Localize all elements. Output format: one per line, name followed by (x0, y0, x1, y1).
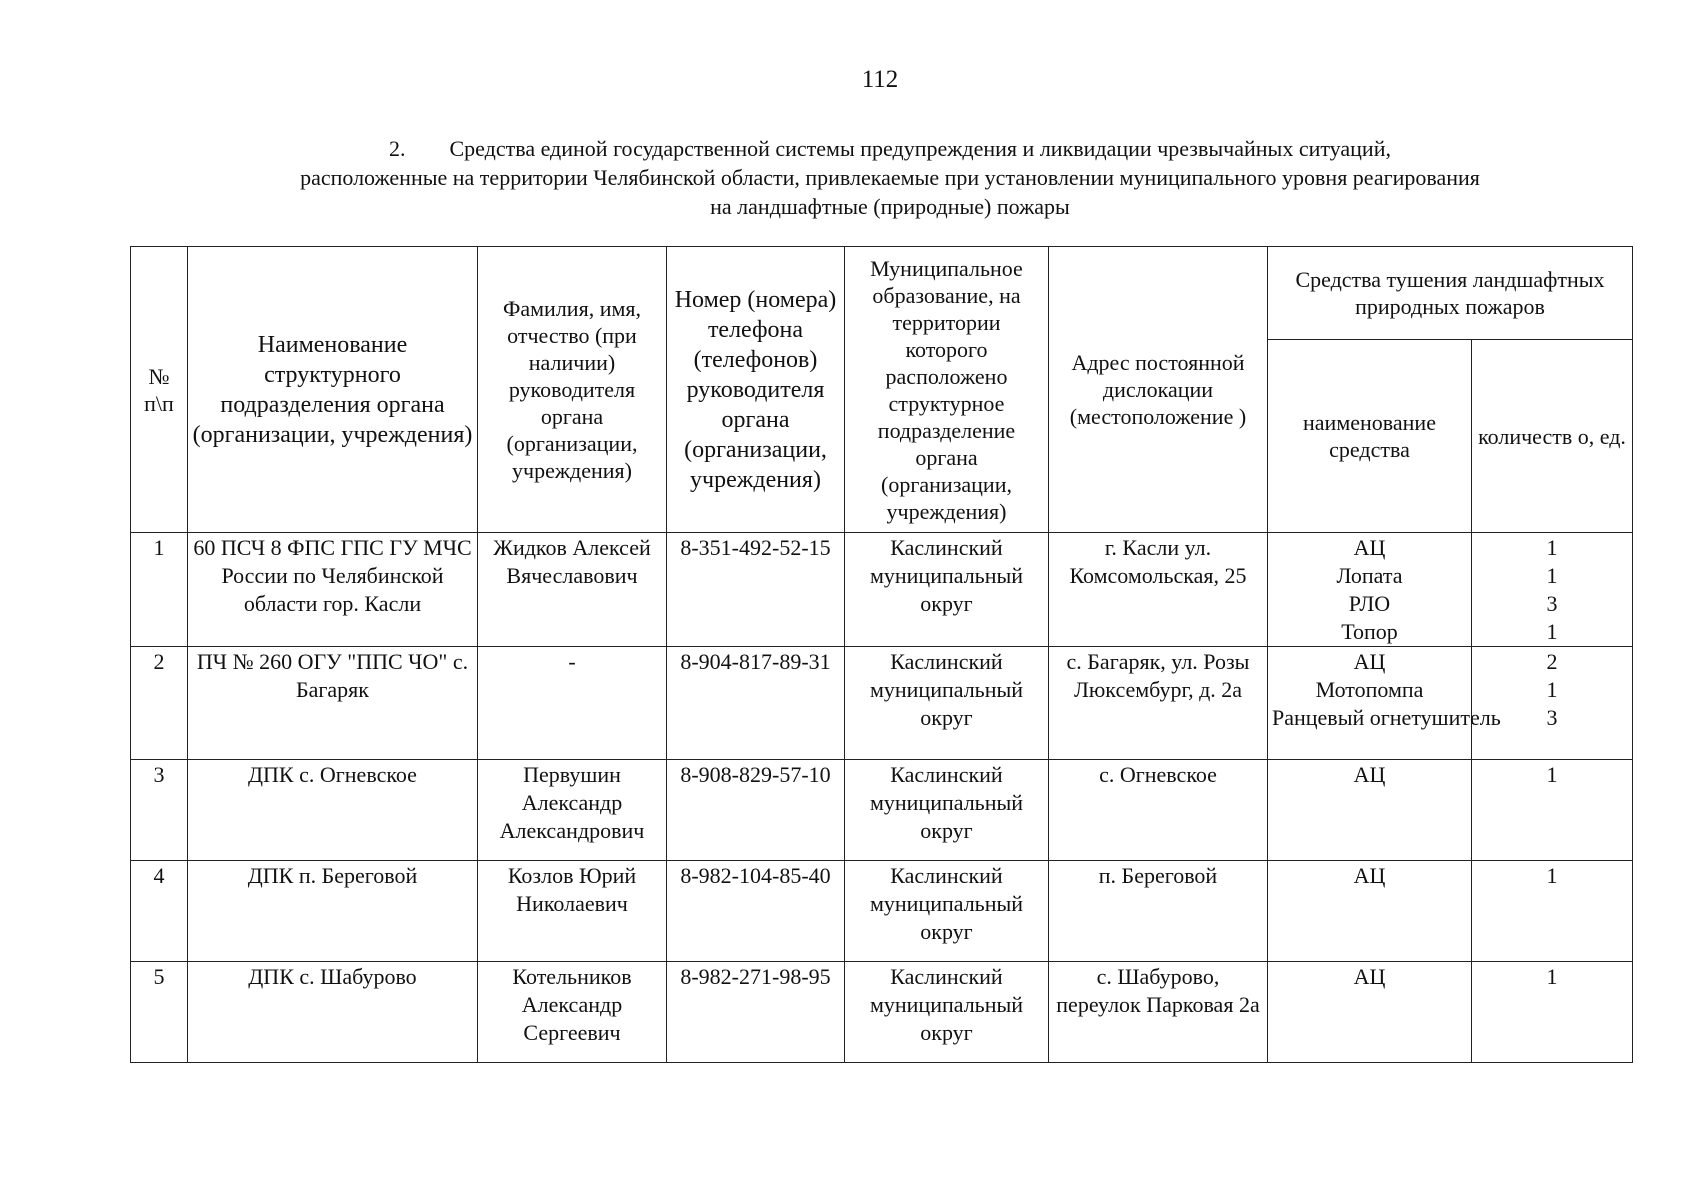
qty-item: 1 (1546, 677, 1558, 702)
row-unit-cell: 60 ПСЧ 8 ФПС ГПС ГУ МЧС России по Челябинской области гор. Касли (188, 533, 478, 647)
row-head-cell: Котельников Александр Сергеевич (478, 962, 667, 1063)
means-item: АЦ (1353, 863, 1386, 888)
heading-line-2: расположенные на территории Челябинской области, привлекаемые при установлении муниципального уровня реагирования (300, 165, 1480, 190)
resources-table (130, 246, 1633, 1063)
table-row (131, 647, 1633, 760)
header-municipality: Муниципальное образование, на территории которого расположено структурное подразделение органа (организации, учреждения) (845, 247, 1049, 533)
row-municipality-cell: Каслинский муниципальный округ (845, 760, 1049, 861)
row-qty-cell (1472, 533, 1633, 647)
means-item: Ранцевый огнетушитель (1272, 705, 1501, 730)
row-head-cell: Козлов Юрий Николаевич (478, 861, 667, 962)
row-address-cell: п. Береговой (1049, 861, 1268, 962)
row-means-cell (1268, 962, 1472, 1063)
qty-item: 3 (1546, 705, 1558, 730)
row-unit-cell: ДПК с. Шабурово (188, 962, 478, 1063)
header-means-name: наименование средства (1268, 340, 1472, 533)
row-means-cell (1268, 861, 1472, 962)
row-municipality-cell: Каслинский муниципальный округ (845, 647, 1049, 760)
row-no-cell: 2 (131, 647, 188, 760)
row-unit-cell: ПЧ № 260 ОГУ "ППС ЧО" с. Багаряк (188, 647, 478, 760)
row-no-cell: 1 (131, 533, 188, 647)
means-item: Мотопомпа (1315, 677, 1424, 702)
table-row (131, 533, 1633, 647)
row-phone-cell: 8-908-829-57-10 (667, 760, 845, 861)
means-item: АЦ (1353, 649, 1386, 674)
row-qty-cell (1472, 760, 1633, 861)
row-head-cell: Жидков Алексей Вячеславович (478, 533, 667, 647)
row-no-cell: 5 (131, 962, 188, 1063)
table-row (131, 962, 1633, 1063)
row-qty-cell (1472, 647, 1633, 760)
row-phone-cell: 8-351-492-52-15 (667, 533, 845, 647)
header-address: Адрес постоянной дислокации (местоположение ) (1049, 247, 1268, 533)
row-phone-cell: 8-982-104-85-40 (667, 861, 845, 962)
row-unit-cell: ДПК с. Огневское (188, 760, 478, 861)
row-municipality-cell: Каслинский муниципальный округ (845, 861, 1049, 962)
qty-item: 1 (1546, 563, 1558, 588)
qty-item: 1 (1546, 762, 1558, 787)
heading-line-1 (160, 134, 1620, 163)
table-row (131, 861, 1633, 962)
row-municipality-cell: Каслинский муниципальный округ (845, 962, 1049, 1063)
row-phone-cell: 8-904-817-89-31 (667, 647, 845, 760)
qty-item: 1 (1546, 964, 1558, 989)
row-phone-cell: 8-982-271-98-95 (667, 962, 845, 1063)
row-means-cell (1268, 647, 1501, 760)
row-no-cell: 4 (131, 861, 188, 962)
section-number: 2. (389, 136, 406, 161)
header-no: № п\п (131, 247, 188, 533)
row-qty-cell (1472, 962, 1633, 1063)
means-item: АЦ (1353, 964, 1386, 989)
header-means-qty: количеств о, ед. (1472, 340, 1633, 533)
heading-line-1-text: Средства единой государственной системы предупреждения и ликвидации чрезвычайных ситуаций, (449, 136, 1391, 161)
row-address-cell: с. Огневское (1049, 760, 1268, 861)
row-address-cell: с. Багаряк, ул. Розы Люксембург, д. 2а (1049, 647, 1268, 760)
means-item: АЦ (1353, 535, 1386, 560)
qty-item: 2 (1546, 649, 1558, 674)
means-item: РЛО (1348, 591, 1391, 616)
row-means-cell (1268, 533, 1472, 647)
page-number: 112 (861, 66, 899, 93)
qty-item: 1 (1546, 619, 1558, 644)
row-unit-cell: ДПК п. Береговой (188, 861, 478, 962)
row-address-cell: с. Шабурово, переулок Парковая 2а (1049, 962, 1268, 1063)
qty-item: 1 (1546, 863, 1558, 888)
qty-item: 1 (1546, 535, 1558, 560)
header-head: Фамилия, имя, отчество (при наличии) руководителя органа (организации, учреждения) (478, 247, 667, 533)
qty-item: 3 (1546, 591, 1558, 616)
row-head-cell: - (478, 647, 667, 760)
header-phone: Номер (номера) телефона (телефонов) руководителя органа (организации, учреждения) (667, 247, 845, 533)
means-item: Лопата (1336, 563, 1403, 588)
section-heading (160, 134, 1620, 221)
row-municipality-cell: Каслинский муниципальный округ (845, 533, 1049, 647)
table-row (131, 760, 1633, 861)
row-qty-cell (1472, 861, 1633, 962)
row-means-cell (1268, 760, 1472, 861)
means-item: Топор (1341, 619, 1398, 644)
header-means-group: Средства тушения ландшафтных природных пожаров (1268, 247, 1633, 340)
means-item: АЦ (1353, 762, 1386, 787)
heading-line-3: на ландшафтные (природные) пожары (710, 194, 1070, 219)
row-address-cell: г. Касли ул. Комсомольская, 25 (1049, 533, 1268, 647)
header-unit: Наименование структурного подразделения органа (организации, учреждения) (188, 247, 478, 533)
row-head-cell: Первушин Александр Александрович (478, 760, 667, 861)
row-no-cell: 3 (131, 760, 188, 861)
